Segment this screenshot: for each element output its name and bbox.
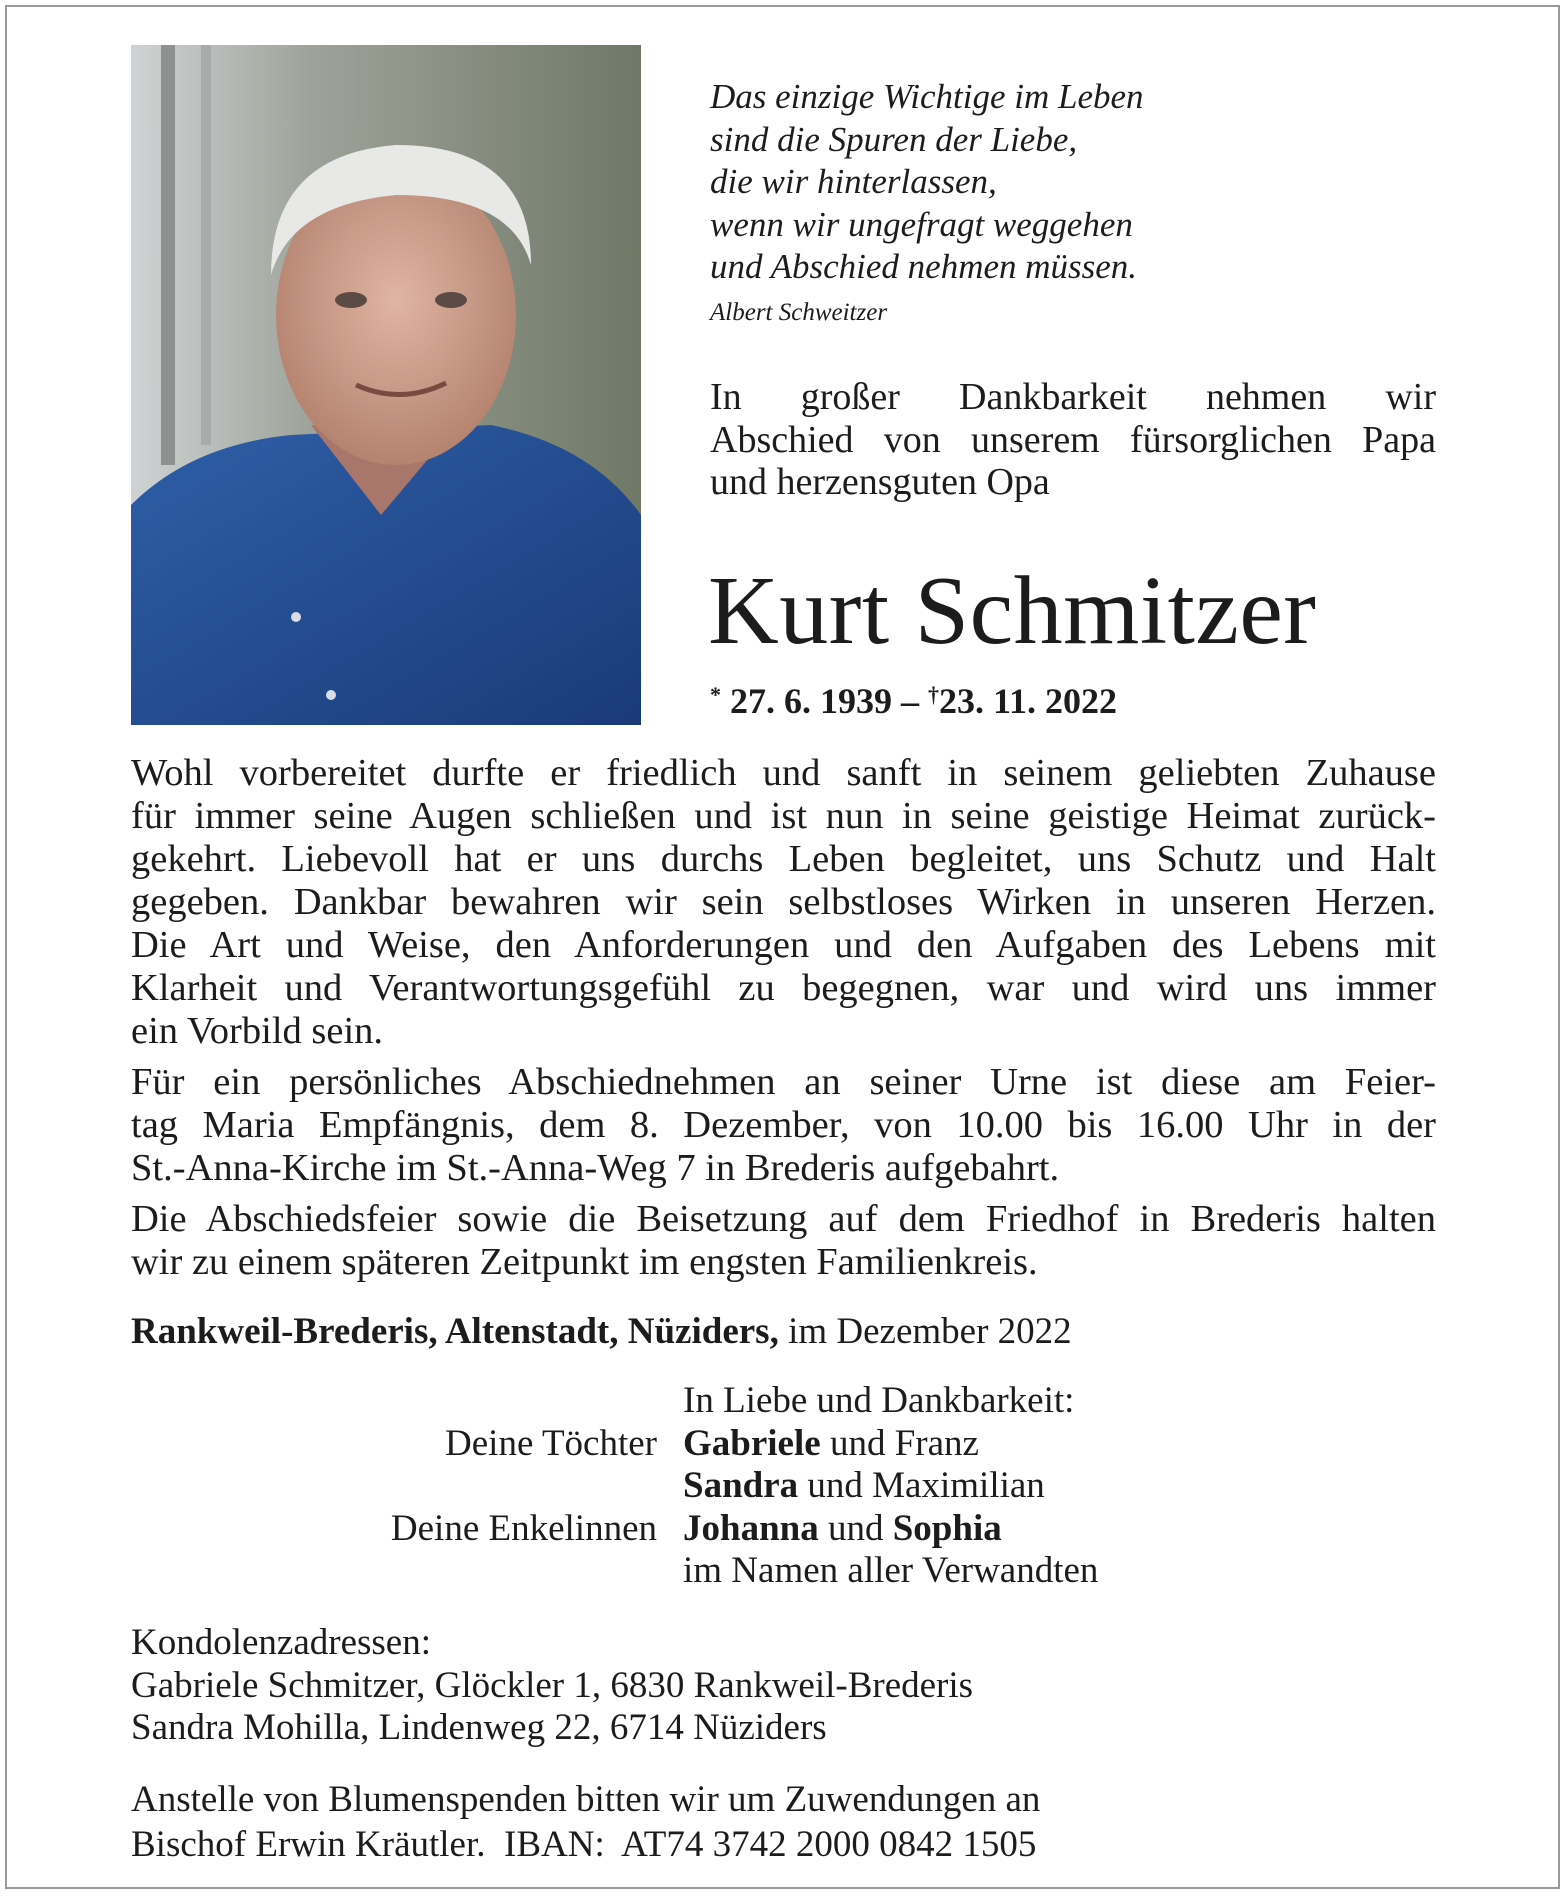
donation-line: Anstelle von Blumenspenden bitten wir um Zuwendungen an [131,1779,1041,1820]
daughter-name: Gabriele [683,1422,821,1464]
quote-author: Albert Schweitzer [710,298,888,326]
daughters-label: Deine Töchter [445,1422,657,1464]
body-line: St.-Anna-Kirche im St.-Anna-Weg 7 in Brederis aufgebahrt. [131,1147,1060,1189]
signature-block [131,1380,1431,1593]
quote-line: sind die Spuren der Liebe, [710,119,1078,159]
place-date [131,1310,1072,1353]
intro-line: Abschied von unserem fürsorglichen Papa [710,418,1436,461]
body-line: Wohl vorbereitet durfte er friedlich und sanft in seinem geliebten Zuhause [131,752,1436,794]
body-line: Die Art und Weise, den Anforderungen und den Aufgaben des Lebens mit [131,924,1436,966]
date-dash: – [901,681,919,721]
paragraph [131,752,1436,1053]
grandchild-name: Johanna [683,1507,819,1549]
body-line: wir zu einem späteren Zeitpunkt im engsten Familienkreis. [131,1241,1038,1283]
partner-name: und Maximilian [807,1465,1045,1506]
body-line: tag Maria Empfängnis, dem 8. Dezember, von 10.00 bis 16.00 Uhr in der [131,1104,1436,1146]
body-line: Klarheit und Verantwortungsgefühl zu begegnen, war und wird uns immer [131,967,1436,1009]
signature-closing: im Namen aller Verwandten [683,1550,1099,1591]
quote-line: Das einzige Wichtige im Leben [710,77,1144,116]
daughter-name: Sandra [683,1465,799,1506]
body-line: für immer seine Augen schließen und ist nun in seine geistige Heimat zurück- [131,795,1436,837]
deceased-name: Kurt Schmitzer [708,557,1317,665]
body-line: gegeben. Dankbar bewahren wir sein selbstloses Wirken in unseren Herzen. [131,881,1436,923]
paragraph [131,1061,1436,1190]
body-line: Für ein persönliches Abschiednehmen an seiner Urne ist diese am Feier- [131,1061,1436,1103]
grandchild-name: Sophia [892,1507,1002,1549]
intro-text [710,376,1436,504]
life-dates [710,680,1117,722]
date: im Dezember 2022 [788,1311,1072,1352]
quote-line: wenn wir ungefragt weggehen [710,204,1133,244]
body-line: Die Abschiedsfeier sowie die Beisetzung auf dem Friedhof in Brederis halten [131,1198,1436,1240]
address: Gabriele Schmitzer, Glöckler 1, 6830 Rankweil-Brederis [131,1664,974,1706]
obituary-body [131,752,1436,1292]
portrait-photo [131,45,641,725]
address: Sandra Mohilla, Lindenweg 22, 6714 Nüziders [131,1707,827,1748]
birth-date: 27. 6. 1939 [730,681,892,721]
body-line: gekehrt. Liebevoll hat er uns durchs Leben begleitet, uns Schutz und Halt [131,838,1436,880]
quote-line: die wir hinterlassen, [710,162,997,201]
death-symbol: † [928,682,939,707]
intro-line: In großer Dankbarkeit nehmen wir [710,376,1436,418]
paragraph [131,1198,1436,1284]
partner-name: und Franz [829,1422,979,1464]
intro-line: und herzensguten Opa [710,461,1050,503]
condolence-title: Kondolenzadressen: [131,1622,432,1663]
birth-symbol: * [710,682,721,707]
locations: Rankweil-Brederis, Altenstadt, Nüziders, [131,1311,779,1352]
condolence-addresses [131,1622,973,1750]
conjunction: und [827,1507,884,1549]
grandchildren-label: Deine Enkelinnen [390,1507,657,1549]
body-line: ein Vorbild sein. [131,1010,384,1052]
donation-note [131,1777,1040,1867]
quote [710,76,1440,335]
donation-line: Bischof Erwin Kräutler. IBAN: AT74 3742 2000 0842 1505 [131,1824,1037,1865]
death-date: 23. 11. 2022 [939,681,1118,721]
quote-line: und Abschied nehmen müssen. [710,247,1138,286]
signature-intro: In Liebe und Dankbarkeit: [683,1380,1075,1421]
